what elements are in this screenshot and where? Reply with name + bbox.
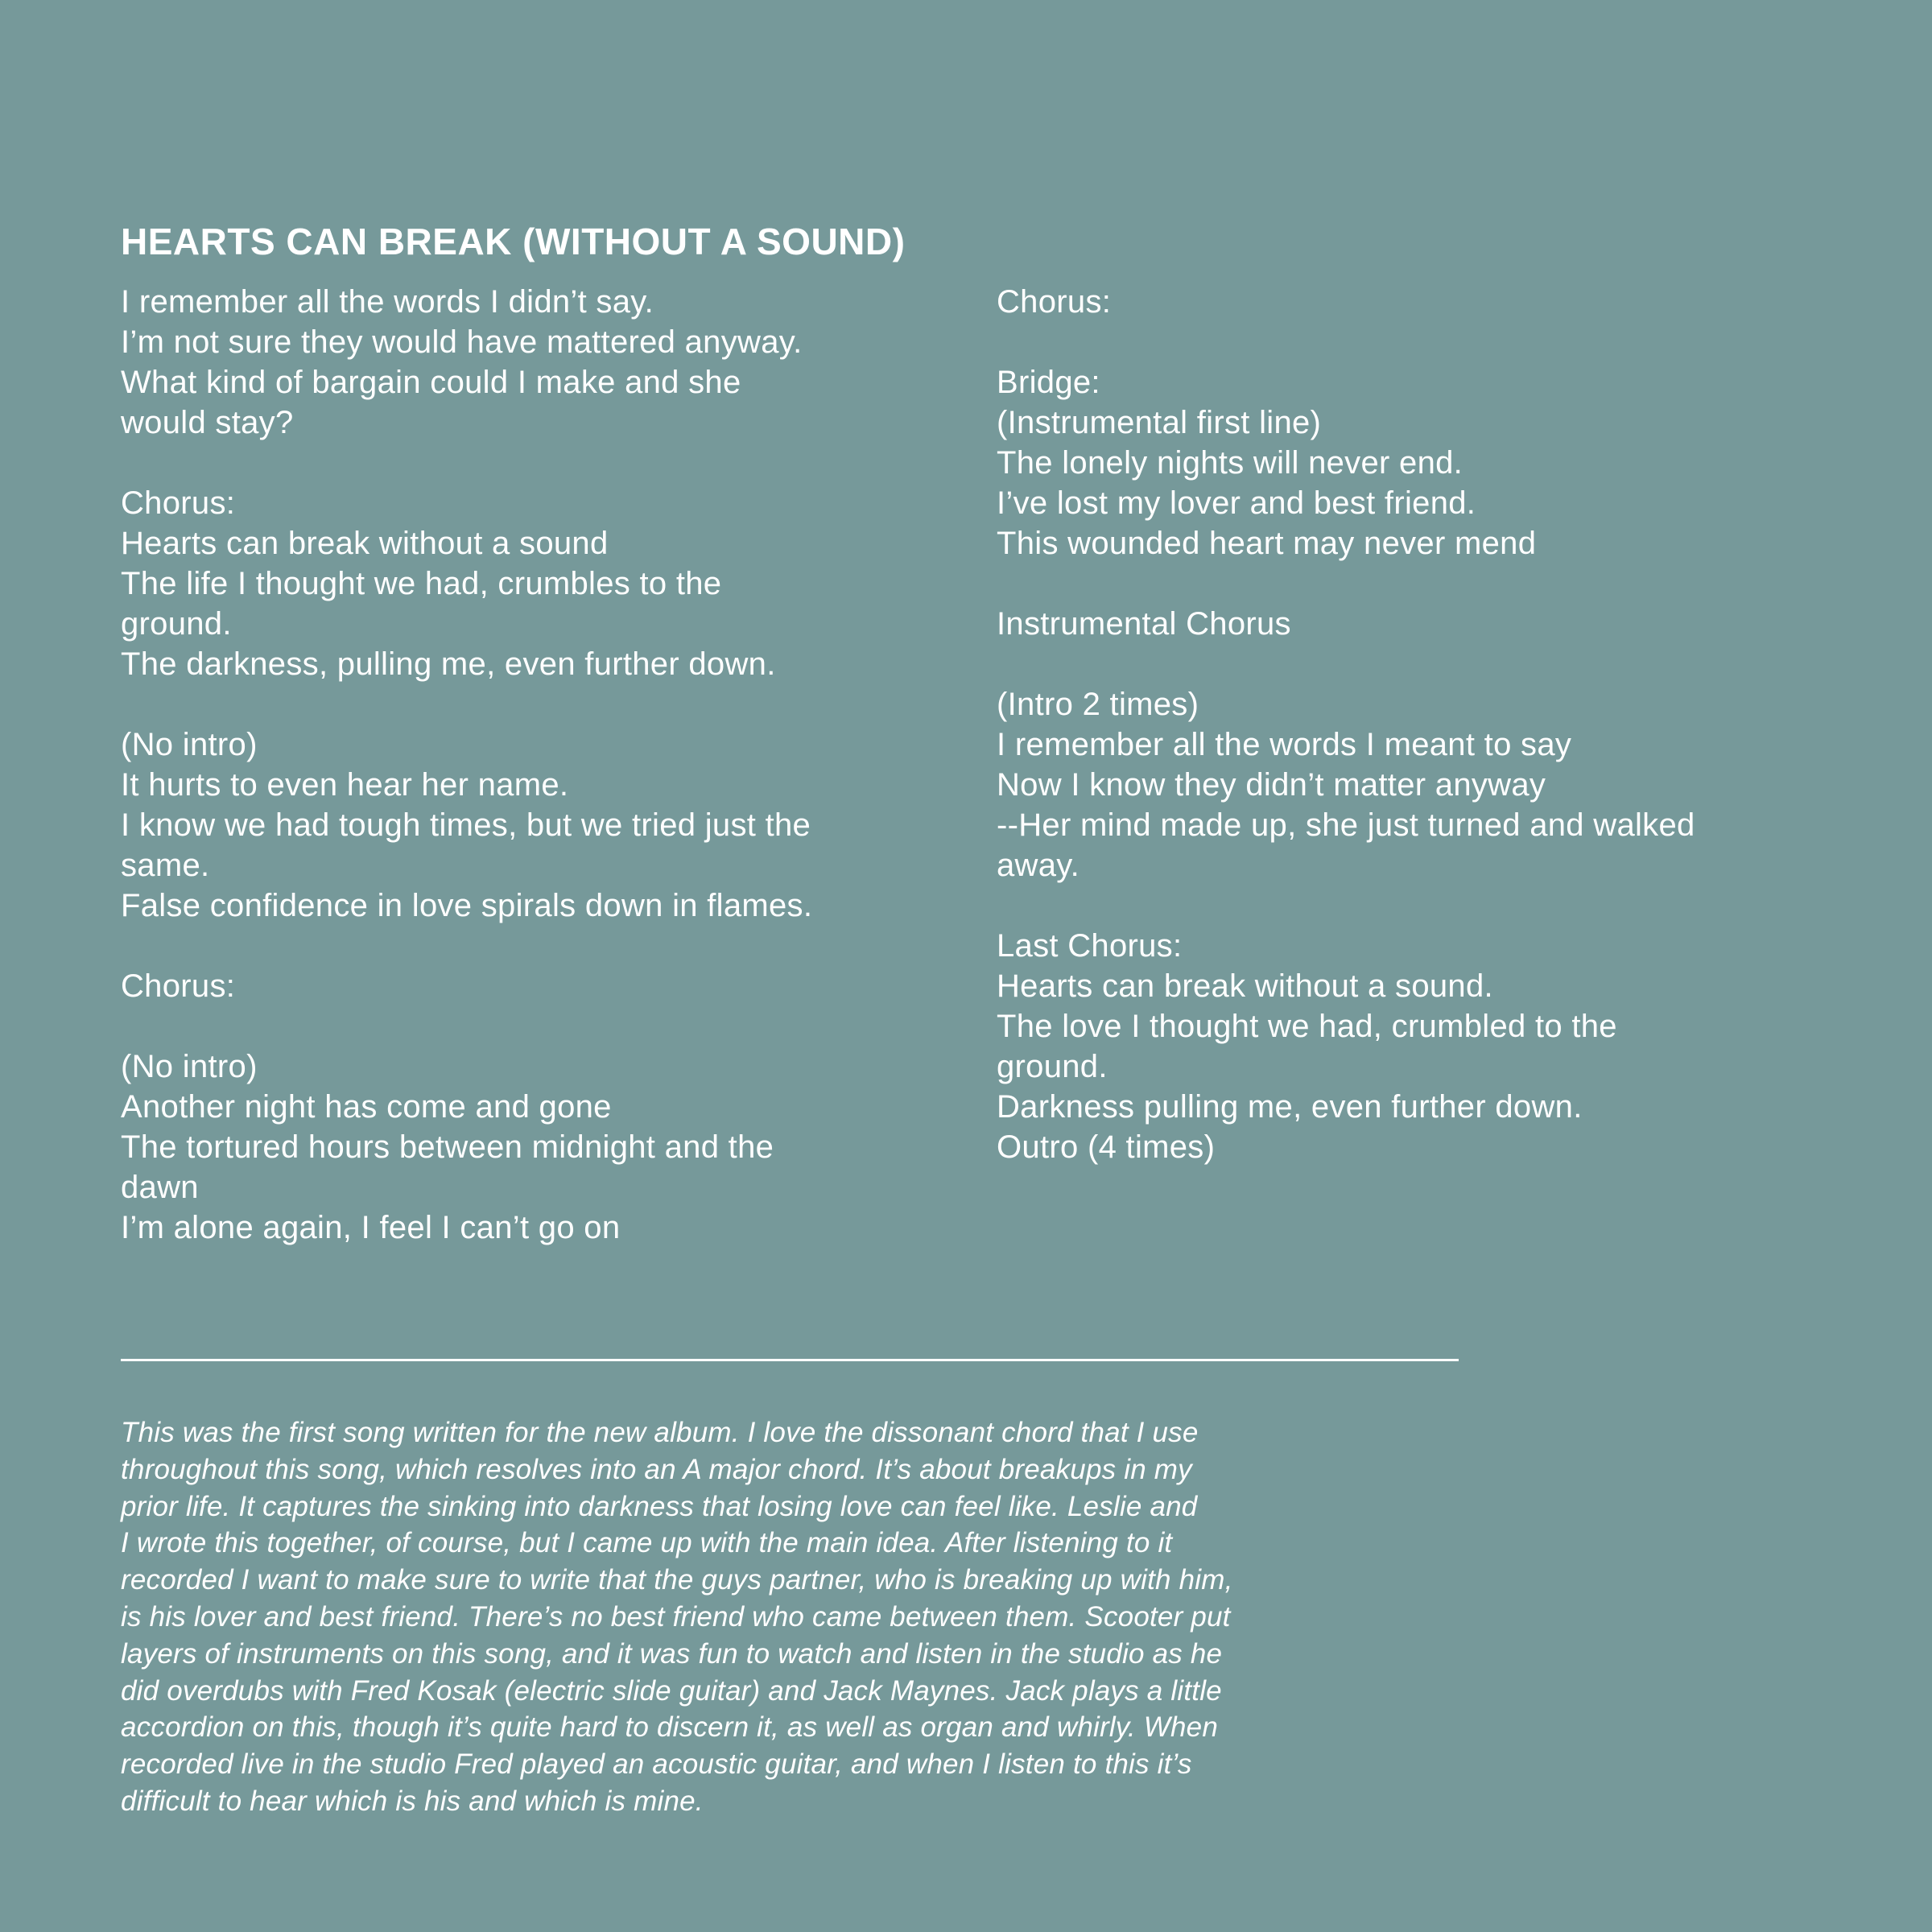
lyrics-column-right [997, 282, 1850, 1167]
blank-line [997, 564, 1850, 604]
text-line: (No intro) [121, 727, 258, 762]
blank-line [121, 443, 950, 483]
text-line: I’m alone again, I feel I can’t go on [121, 1210, 621, 1245]
text-line: --Her mind made up, she just turned and walked [997, 807, 1695, 843]
text-line: recorded I want to make sure to write that the guys partner, who is breaking up with him, [121, 1564, 1233, 1596]
text-line: I’m not sure they would have mattered anyway. [121, 324, 803, 360]
blank-line [997, 322, 1850, 362]
song-title: HEARTS CAN BREAK (WITHOUT A SOUND) [121, 221, 906, 262]
text-line: This wounded heart may never mend [997, 526, 1537, 561]
text-line: The love I thought we had, crumbled to the [997, 1009, 1617, 1044]
text-line: accordion on this, though it’s quite hard to discern it, as well as organ and whirly. When [121, 1711, 1218, 1744]
text-line: (Instrumental first line) [997, 405, 1322, 440]
lyrics-column-left [121, 282, 950, 1248]
text-line: recorded live in the studio Fred played an acoustic guitar, and when I listen to this it’s [121, 1748, 1192, 1781]
text-line: Chorus: [121, 968, 236, 1004]
text-line: The darkness, pulling me, even further down. [121, 646, 776, 682]
text-line: The tortured hours between midnight and the [121, 1129, 774, 1165]
text-line: Hearts can break without a sound [121, 526, 609, 561]
text-line: Now I know they didn’t matter anyway [997, 767, 1546, 803]
text-line: ground. [121, 606, 232, 642]
text-line: difficult to hear which is his and which is mine. [121, 1785, 704, 1817]
blank-line [121, 1006, 950, 1046]
text-line: False confidence in love spirals down in flames. [121, 888, 813, 923]
text-line: Last Chorus: [997, 928, 1183, 964]
text-line: I’ve lost my lover and best friend. [997, 485, 1476, 521]
text-line: is his lover and best friend. There’s no best friend who came between them. Scooter put [121, 1600, 1231, 1633]
text-line: Instrumental Chorus [997, 606, 1291, 642]
text-line: The life I thought we had, crumbles to the [121, 566, 722, 601]
text-line: dawn [121, 1170, 199, 1205]
blank-line [997, 886, 1850, 926]
text-line: Another night has come and gone [121, 1089, 612, 1125]
song-notes [121, 1414, 1489, 1820]
text-line: The lonely nights will never end. [997, 445, 1463, 481]
text-line: did overdubs with Fred Kosak (electric slide guitar) and Jack Maynes. Jack plays a little [121, 1674, 1222, 1707]
text-line: It hurts to even hear her name. [121, 767, 569, 803]
text-line: I remember all the words I didn’t say. [121, 284, 654, 320]
text-line: ground. [997, 1049, 1108, 1084]
text-line: layers of instruments on this song, and it was fun to watch and listen in the studio as he [121, 1637, 1223, 1670]
text-line: Darkness pulling me, even further down. [997, 1089, 1583, 1125]
text-line: away. [997, 848, 1080, 883]
text-line: (No intro) [121, 1049, 258, 1084]
text-line: This was the first song written for the new album. I love the dissonant chord that I use [121, 1417, 1199, 1448]
text-line: prior life. It captures the sinking into darkness that losing love can feel like. Leslie and [121, 1490, 1198, 1522]
text-line: would stay? [121, 405, 294, 440]
text-line: I know we had tough times, but we tried just the [121, 807, 811, 843]
blank-line [121, 684, 950, 724]
text-line: Chorus: [997, 284, 1112, 320]
text-line: I wrote this together, of course, but I came up with the main idea. After listening to it [121, 1527, 1173, 1559]
blank-line [121, 926, 950, 966]
text-line: What kind of bargain could I make and she [121, 365, 741, 400]
divider-line [121, 1359, 1459, 1361]
text-line: Bridge: [997, 365, 1100, 400]
text-line: Hearts can break without a sound. [997, 968, 1493, 1004]
text-line: throughout this song, which resolves into an A major chord. It’s about breakups in my [121, 1453, 1192, 1485]
text-line: Chorus: [121, 485, 236, 521]
text-line: same. [121, 848, 210, 883]
text-line: Outro (4 times) [997, 1129, 1216, 1165]
blank-line [997, 644, 1850, 684]
text-line: (Intro 2 times) [997, 687, 1199, 722]
text-line: I remember all the words I meant to say [997, 727, 1572, 762]
